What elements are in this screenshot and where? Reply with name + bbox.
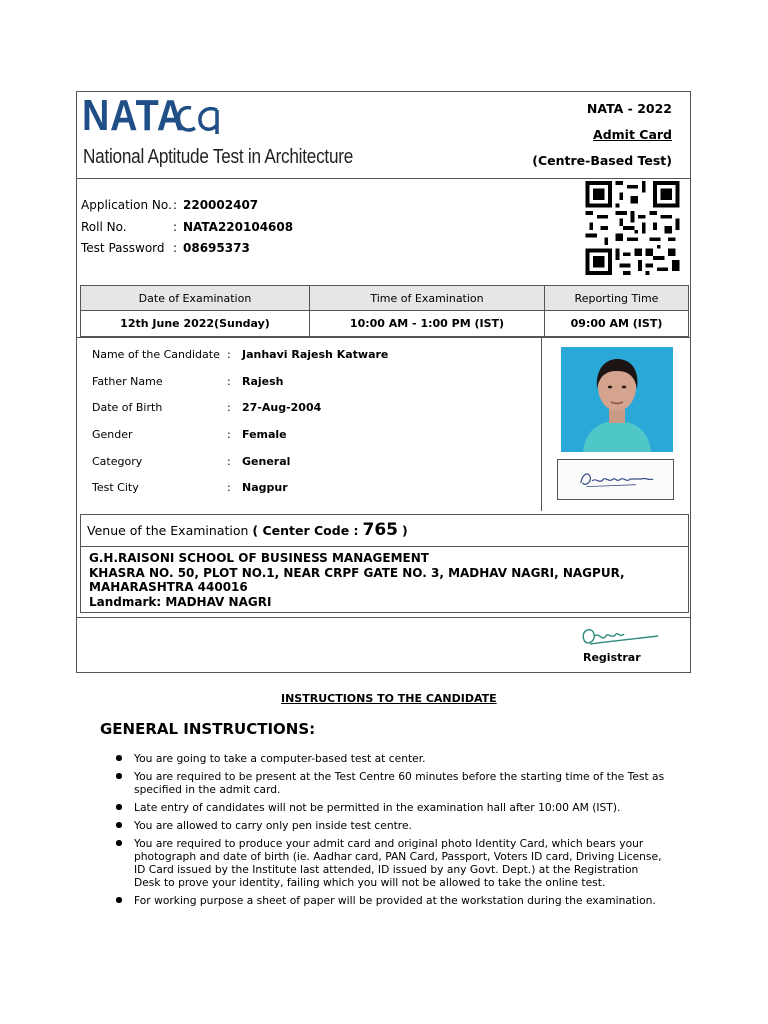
father-name-row — [92, 375, 388, 402]
header-titles — [532, 100, 672, 178]
father-name: Rajesh — [242, 374, 284, 388]
field-label: Application No. — [81, 198, 172, 212]
field-label: Father Name — [92, 374, 163, 388]
venue-landmark: Landmark: MADHAV NAGRI — [89, 594, 272, 609]
registrar-label: Registrar — [583, 651, 641, 664]
header-reporting: Reporting Time — [545, 286, 689, 311]
test-password-row — [81, 241, 293, 263]
venue-line: MAHARASHTRA 440016 — [89, 580, 248, 594]
venue-header — [81, 515, 688, 547]
venue-address — [81, 547, 688, 613]
candidate-name: Janhavi Rajesh Katware — [242, 348, 389, 361]
list-item: For working purpose a sheet of paper will be provided at the workstation during the examination. — [112, 894, 668, 907]
gender: Female — [242, 428, 287, 442]
list-item: You are required to produce your admit card and original photo Identity Card, which bears your photograph and date of birth (ie. Aadhar card, PAN Card, Passport, Voters ID card, Driving License, ID Card issued by the Institute last attended, ID issued by any Govt. Dept.) at the Registration Desk to prove your identity, failing which you will not be allowed to take the online test. — [112, 837, 668, 889]
test-city-row — [92, 481, 388, 508]
field-label: Test Password — [81, 241, 165, 255]
center-code-close: ) — [402, 523, 408, 538]
venue-line: KHASRA NO. 50, PLOT NO.1, NEAR CRPF GATE NO. 3, MADHAV NAGRI, NAGPUR, — [89, 565, 625, 580]
logo-subtitle: National Aptitude Test in Architecture — [83, 146, 354, 168]
field-colon: : — [227, 428, 231, 442]
field-label: Date of Birth — [92, 401, 163, 415]
field-colon: : — [173, 219, 178, 234]
registrar-signature — [574, 622, 664, 652]
ca-logo-icon — [173, 98, 225, 138]
header-date: Date of Examination — [81, 286, 310, 311]
field-colon: : — [173, 198, 178, 212]
field-label: Name of the Candidate — [92, 348, 220, 361]
table-header-row — [81, 286, 689, 311]
list-item: You are going to take a computer-based test at center. — [112, 752, 668, 765]
date-of-birth: 27-Aug-2004 — [242, 401, 322, 415]
candidate-section — [77, 337, 690, 511]
card-header — [77, 92, 690, 179]
divider — [77, 617, 690, 618]
field-colon: : — [227, 374, 231, 388]
candidate-details — [92, 348, 388, 508]
general-instructions-heading: GENERAL INSTRUCTIONS: — [100, 720, 316, 738]
roll-no-row — [81, 220, 293, 242]
header-time: Time of Examination — [310, 286, 545, 311]
list-item: Late entry of candidates will not be permitted in the examination hall after 10:00 AM (IST). — [112, 801, 668, 814]
field-colon: : — [227, 481, 231, 495]
application-no-row — [81, 198, 293, 220]
dob-row — [92, 401, 388, 428]
field-colon: : — [227, 401, 231, 415]
venue-box — [80, 514, 689, 613]
field-label: Gender — [92, 428, 133, 442]
admit-card — [76, 91, 691, 673]
field-label: Roll No. — [81, 219, 127, 234]
instructions-list — [112, 752, 668, 912]
list-item: You are allowed to carry only pen inside test centre. — [112, 819, 668, 832]
column-divider — [541, 338, 542, 511]
application-info — [81, 198, 293, 263]
exam-date: 12th June 2022(Sunday) — [81, 311, 310, 337]
qr-code-icon — [581, 181, 684, 275]
application-no: 220002407 — [183, 198, 259, 212]
reporting-time: 09:00 AM (IST) — [545, 311, 689, 337]
exam-time: 10:00 AM - 1:00 PM (IST) — [310, 311, 545, 337]
exam-schedule-table — [80, 285, 689, 337]
center-code-open: ( Center Code : — [252, 523, 359, 538]
table-row — [81, 311, 689, 337]
test-mode: (Centre-Based Test) — [532, 153, 672, 168]
venue-label: Venue of the Examination — [87, 523, 249, 538]
field-colon: : — [227, 348, 231, 361]
venue-line: G.H.RAISONI SCHOOL OF BUSINESS MANAGEMENT — [89, 551, 429, 565]
candidate-photo — [561, 347, 673, 452]
test-password: 08695373 — [183, 241, 250, 255]
list-item: You are required to be present at the Test Centre 60 minutes before the starting time of the Test as specified in the admit card. — [112, 770, 668, 796]
candidate-signature — [557, 459, 674, 500]
center-code: 765 — [362, 520, 399, 540]
field-label: Test City — [92, 481, 139, 495]
gender-row — [92, 428, 388, 455]
exam-title: NATA - 2022 — [586, 101, 672, 116]
roll-no: NATA220104608 — [183, 219, 294, 234]
field-colon: : — [227, 454, 231, 468]
card-type: Admit Card — [593, 127, 672, 142]
category-row — [92, 455, 388, 482]
candidate-name-row — [92, 348, 388, 375]
instructions-title: INSTRUCTIONS TO THE CANDIDATE — [281, 692, 497, 705]
field-label: Category — [92, 454, 143, 468]
field-colon: : — [173, 241, 178, 255]
category: General — [242, 454, 291, 468]
test-city: Nagpur — [242, 481, 288, 495]
nata-logo-text: NATA — [82, 91, 185, 140]
